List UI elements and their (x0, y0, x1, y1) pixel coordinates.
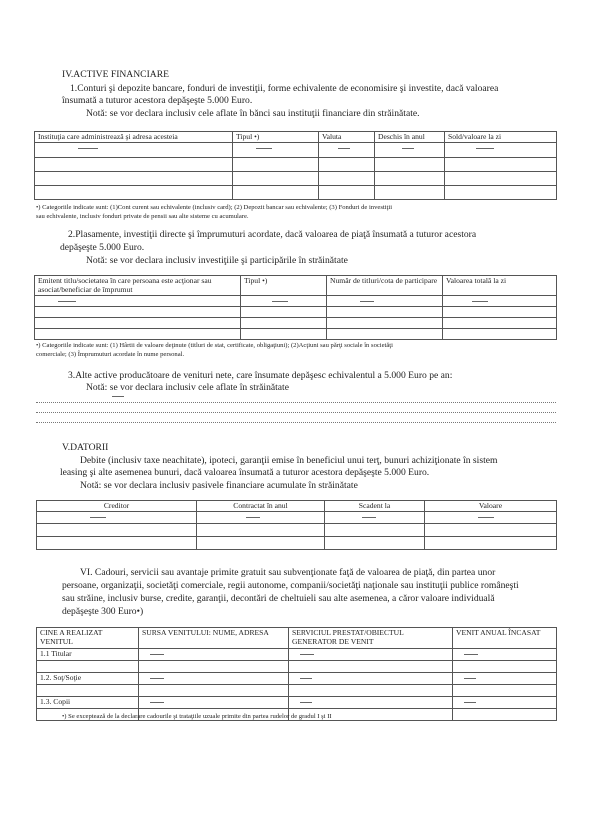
paragraph-investments-line2: depăşeşte 5.000 Euro. (60, 242, 145, 253)
footnote-accounts-line1: •) Categoriile indicate sunt: (1)Cont curent sau echivalente (inclusiv card); (2) Depozit bancar sau echivalente; (3) Fonduri de investiţii (36, 204, 393, 211)
table-row (35, 307, 557, 318)
fill-line[interactable] (36, 412, 556, 413)
table-row (35, 143, 557, 158)
section-title-active-financiare: IV.ACTIVE FINANCIARE (62, 69, 169, 80)
header-due-date: Scadent la (325, 501, 425, 512)
header-type: Tipul •) (241, 276, 327, 296)
header-institution: Instituţia care administrează şi adresa acesteia (35, 132, 233, 143)
header-issuer: Emitent titlu/societatea în care persoana este acţionar sau asociat/beneficiar de împrumut (35, 276, 241, 296)
note-debts: Notă: se vor declara inclusiv pasivele financiare acumulate în străinătate (80, 480, 358, 491)
table-row (35, 186, 557, 200)
table-row (37, 537, 557, 550)
header-value: Valoare (425, 501, 557, 512)
header-annual-income: VENIT ANUAL ÎNCASAT (453, 628, 557, 649)
accounts-table (34, 131, 557, 200)
investments-table (34, 275, 557, 340)
header-total-value: Valoarea totală la zi (443, 276, 557, 296)
debts-table (36, 500, 557, 550)
table-row (37, 697, 557, 709)
footnote-investments-line1: •) Categoriile indicate sunt: (1) Hârtii de valoare deţinute (titluri de stat, certificate, obligaţiuni); (2)Acţiuni sau părţi sociale în societăţi (36, 342, 393, 349)
header-opened-year: Deschis în anul (375, 132, 445, 143)
paragraph-gifts-line2: persoane, organizaţii, societăţi comerciale, regii autonome, companii/societăţi naţionale sau instituţii publice româneşti (62, 580, 519, 591)
paragraph-other-assets: 3.Alte active producătoare de venituri nete, care însumate depăşesc echivalentul a 5.000 Euro pe an: (68, 370, 453, 381)
header-income-source: SURSA VENITULUI: NUME, ADRESA (139, 628, 289, 649)
header-currency: Valuta (319, 132, 375, 143)
fill-line[interactable] (36, 402, 556, 403)
row-label-spouse: 1.2. Soţ/Soţie (37, 673, 139, 685)
table-row (35, 296, 557, 307)
header-contracted-year: Contractat în anul (197, 501, 325, 512)
section-title-datorii: V.DATORII (62, 442, 109, 453)
paragraph-debts-line1: Debite (inclusiv taxe neachitate), ipoteci, garanţii emise în beneficiul unui terţ, bunuri achiziţionate în sistem (80, 455, 498, 466)
header-creditor: Creditor (37, 501, 197, 512)
paragraph-gifts-line3: sau străine, inclusiv burse, credite, garanţii, decontări de cheltuieli sau alte asemenea, a căror valoare individuală (62, 593, 495, 604)
header-service: SERVICIUL PRESTAT/OBIECTUL GENERATOR DE VENIT (289, 628, 453, 649)
footnote-investments-line2: comerciale; (3) Împrumuturi acordate în nume personal. (36, 351, 185, 358)
table-row (37, 649, 557, 661)
table-row (35, 158, 557, 172)
header-balance: Sold/valoare la zi (445, 132, 557, 143)
note-investments: Notă: se vor declara inclusiv investiţiile şi participările în străinătate (86, 255, 348, 266)
table-row (35, 329, 557, 340)
header-who-earned: CINE A REALIZAT VENITUL (37, 628, 139, 649)
header-shares: Număr de titluri/cota de participare (327, 276, 443, 296)
note-accounts: Notă: se vor declara inclusiv cele aflate în bănci sau instituţii financiare din străinătate. (86, 108, 420, 119)
gifts-table (36, 627, 557, 721)
footnote-gifts: •) Se exceptează de la declarare cadourile şi trataţiile uzuale primite din partea rudelor de gradul I şi II (62, 713, 332, 720)
table-row (37, 512, 557, 524)
blank-mark (112, 396, 124, 397)
table-row (35, 172, 557, 186)
row-label-children: 1.3. Copii (37, 697, 139, 709)
table-row (35, 318, 557, 329)
paragraph-accounts-line2: însumată a tuturor acestora depăşeşte 5.000 Euro. (62, 95, 253, 106)
fill-line[interactable] (36, 422, 556, 423)
paragraph-debts-line2: leasing şi alte asemenea bunuri, dacă valoarea însumată a tuturor acestora depăşeşte 5.000 Euro. (60, 467, 430, 478)
paragraph-accounts-line1: 1.Conturi şi depozite bancare, fonduri de investiţii, forme echivalente de economisire şi investite, dacă valoarea (70, 83, 499, 94)
paragraph-gifts-line1: VI. Cadouri, servicii sau avantaje primite gratuit sau subvenţionate faţă de valoarea de piaţă, din partea unor (80, 567, 496, 578)
table-row (37, 524, 557, 537)
table-row (37, 661, 557, 673)
footnote-accounts-line2: sau echivalente, inclusiv fonduri private de pensii sau alte sisteme cu acumulare. (36, 213, 249, 220)
row-label-titular: 1.1 Titular (37, 649, 139, 661)
table-row (37, 685, 557, 697)
paragraph-gifts-line4: depăşeşte 300 Euro•) (62, 606, 144, 617)
paragraph-investments-line1: 2.Plasamente, investiţii directe şi împrumuturi acordate, dacă valoarea de piaţă însumată a tuturor acestora (68, 229, 477, 240)
header-type: Tipul •) (233, 132, 319, 143)
note-other-assets: Notă: se vor declara inclusiv cele aflate în străinătate (86, 382, 289, 393)
table-row (37, 673, 557, 685)
